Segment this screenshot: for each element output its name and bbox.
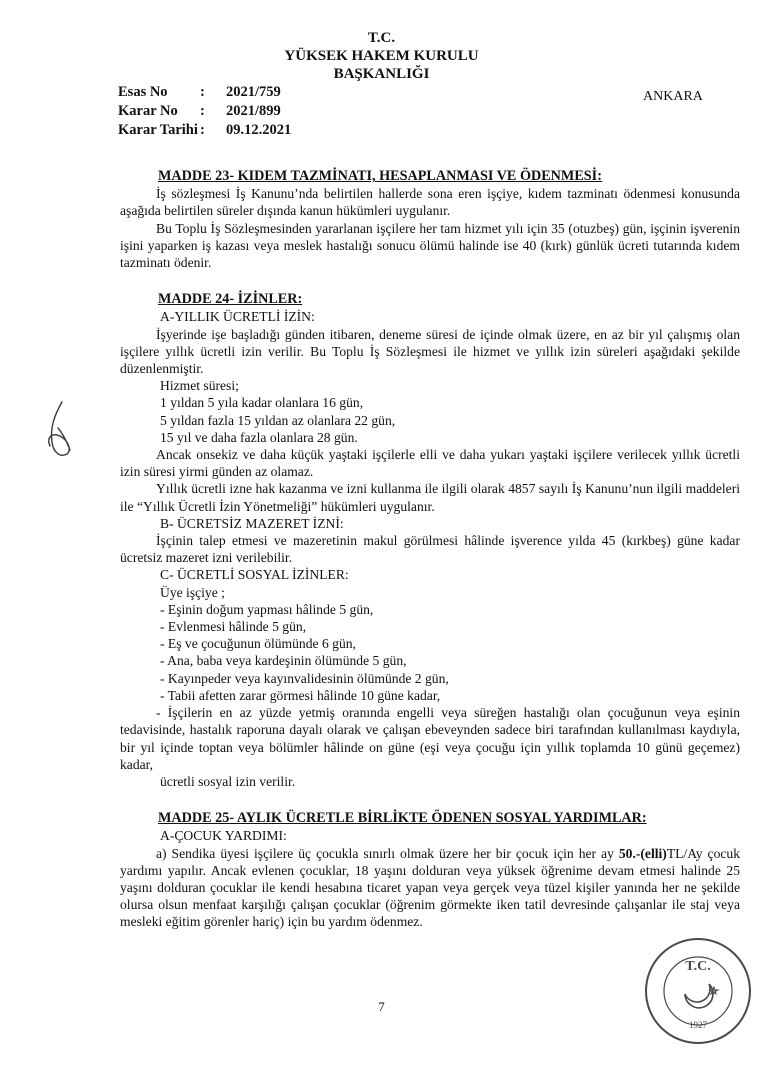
- madde-25-title: [158, 810, 740, 827]
- paragraph: İşçinin talep etmesi ve mazeretinin makul görülmesi hâlinde işverence yılda 45 (kırkbeş) güne kadar ücretsiz mazeret izni verilebilir.: [120, 533, 740, 566]
- list-item: Hizmet süresi;: [160, 378, 239, 394]
- paragraph: İş sözleşmesi İş Kanunu’nda belirtilen hallerde sona eren işçiye, kıdem tazminatı ödenmesi konusunda aşağıda belirtilen süreler dışında kanun hükümleri uygulanır.: [120, 186, 740, 219]
- case-number-value: 2021/759: [226, 84, 281, 100]
- document-body: [120, 168, 740, 931]
- subsection-title: B- ÜCRETSİZ MAZERET İZNİ:: [160, 515, 344, 531]
- page-number: 7: [378, 999, 385, 1014]
- paragraph: Bu Toplu İş Sözleşmesinden yararlanan işçilere her tam hizmet yılı için 35 (otuzbeş) gün, işçinin işverenin işini yaparken iş kazası veya meslek hastalığı sonucu ölümü halinde ise 40 (kırk) günlük ücreti tutarında kıdem tazminatı ödenir.: [120, 220, 740, 271]
- spacer: [120, 790, 740, 810]
- official-seal: [643, 936, 753, 1051]
- separator: :: [200, 84, 205, 100]
- list-item: - Ana, baba veya kardeşinin ölümünde 5 gün,: [160, 653, 407, 669]
- subsection-title: C- ÜCRETLİ SOSYAL İZİNLER:: [160, 567, 349, 583]
- list-item: 15 yıl ve daha fazla olanlara 28 gün.: [160, 429, 358, 445]
- decision-date-value: 09.12.2021: [226, 122, 292, 138]
- madde-24-title: [158, 291, 740, 308]
- list-item: - Tabii afetten zarar görmesi hâlinde 10 güne kadar,: [160, 687, 441, 703]
- paragraph: - İşçilerin en az yüzde yetmiş oranında engelli veya süreğen hastalığı olan çocuğunun veya eşinin tedavisinde, hastalık raporuna dayalı olarak ve çalışan ebeveynden sadece biri tarafından kullanılması kaydıyla, bir yıl içinde toptan veya bölümler hâlinde on güne (eşi veya çocuğu için yıllık toplamda 10 günü geçemez) kadar,: [120, 705, 740, 772]
- header-tc: T.C.: [367, 30, 396, 46]
- decision-date-label: Karar Tarihi: [118, 122, 198, 138]
- separator: :: [200, 103, 205, 119]
- madde-24-title-text: MADDE 24- İZİNLER:: [158, 291, 303, 308]
- paragraph: ücretli sosyal izin verilir.: [160, 773, 296, 789]
- separator: :: [200, 122, 205, 138]
- list-item: - Eş ve çocuğunun ölümünde 6 gün,: [160, 636, 356, 652]
- madde-23-title-text: MADDE 23- KIDEM TAZMİNATI, HESAPLANMASI VE ÖDENMESİ:: [158, 168, 602, 184]
- paragraph: Yıllık ücretli izne hak kazanma ve izni kullanma ile ilgili olarak 4857 sayılı İş Kanunu’nun ilgili maddeleri ile “Yıllık Ücretli İzin Yönetmeliği” hükümleri uygulanır.: [120, 481, 740, 514]
- amount-bold: 50.-(elli): [618, 845, 667, 861]
- case-number-label: Esas No: [118, 84, 168, 100]
- madde-25-title-text: MADDE 25- AYLIK ÜCRETLE BİRLİKTE ÖDENEN SOSYAL YARDIMLAR:: [158, 810, 647, 827]
- paragraph: [120, 845, 740, 931]
- paragraph: Ancak onsekiz ve daha küçük yaştaki işçilerle elli ve daha yukarı yaştaki işçilere verilecek yıllık ücretli izin süresi yirmi günden az olamaz.: [120, 447, 740, 480]
- decision-date-row: [118, 121, 291, 140]
- list-item: - Evlenmesi hâlinde 5 gün,: [160, 619, 307, 635]
- list-item: 1 yıldan 5 yıla kadar olanlara 16 gün,: [160, 395, 364, 411]
- city: ANKARA: [643, 89, 703, 104]
- header-institution: YÜKSEK HAKEM KURULU: [284, 48, 479, 64]
- header-office: BAŞKANLIĞI: [333, 66, 430, 82]
- decision-number-value: 2021/899: [226, 103, 281, 119]
- case-info: [118, 83, 291, 140]
- paragraph-rest: TL/Ay çocuk yardımı yapılır. Ancak evlenen çocuklar, 18 yaşını dolduran veya yüksek öğrenime devam etmesi halinde 25 yaşını dolduran çocuklar ile kendi hesabına ticaret yapan veya gerçek veya tüzel kişiler yanında her ne şekilde olursa olsun menfaat karşılığı çalışan çocuklar (öğrenim görmekte iken tatil devresinde çalışanlar ile staj veya mesleki eğitim görenler hariç) için bu yardım ödenmez.: [120, 845, 741, 930]
- madde-23-title: [158, 168, 740, 185]
- case-number-row: [118, 83, 291, 102]
- svg-text:1927: 1927: [689, 1020, 707, 1030]
- decision-number-label: Karar No: [118, 103, 178, 119]
- paragraph: İşyerinde işe başladığı günden itibaren, deneme süresi de içinde olmak üzere, en az bir yıl çalışmış olan işçilere yıllık ücretli izin verilir. Bu Toplu İş Sözleşmesi ile hizmet ve yıllık izin süreleri aşağıdaki şekilde düzenlenmiştir.: [120, 326, 740, 377]
- paragraph-start: a) Sendika üyesi işçilere üç çocukla sınırlı olmak üzere her bir çocuk için her ay: [156, 845, 619, 861]
- list-item: 5 yıldan fazla 15 yıldan az olanlara 22 gün,: [160, 412, 396, 428]
- decision-number-row: [118, 102, 291, 121]
- list-item: - Eşinin doğum yapması hâlinde 5 gün,: [160, 601, 374, 617]
- svg-text:T.C.: T.C.: [685, 959, 711, 974]
- subsection-title: A-ÇOCUK YARDIMI:: [160, 828, 287, 844]
- subsection-title: A-YILLIK ÜCRETLİ İZİN:: [160, 309, 315, 325]
- list-intro: Üye işçiye ;: [160, 584, 225, 600]
- handwritten-signature: [40, 398, 80, 473]
- spacer: [120, 271, 740, 291]
- list-item: - Kayınpeder veya kayınvalidesinin ölümünde 2 gün,: [160, 670, 449, 686]
